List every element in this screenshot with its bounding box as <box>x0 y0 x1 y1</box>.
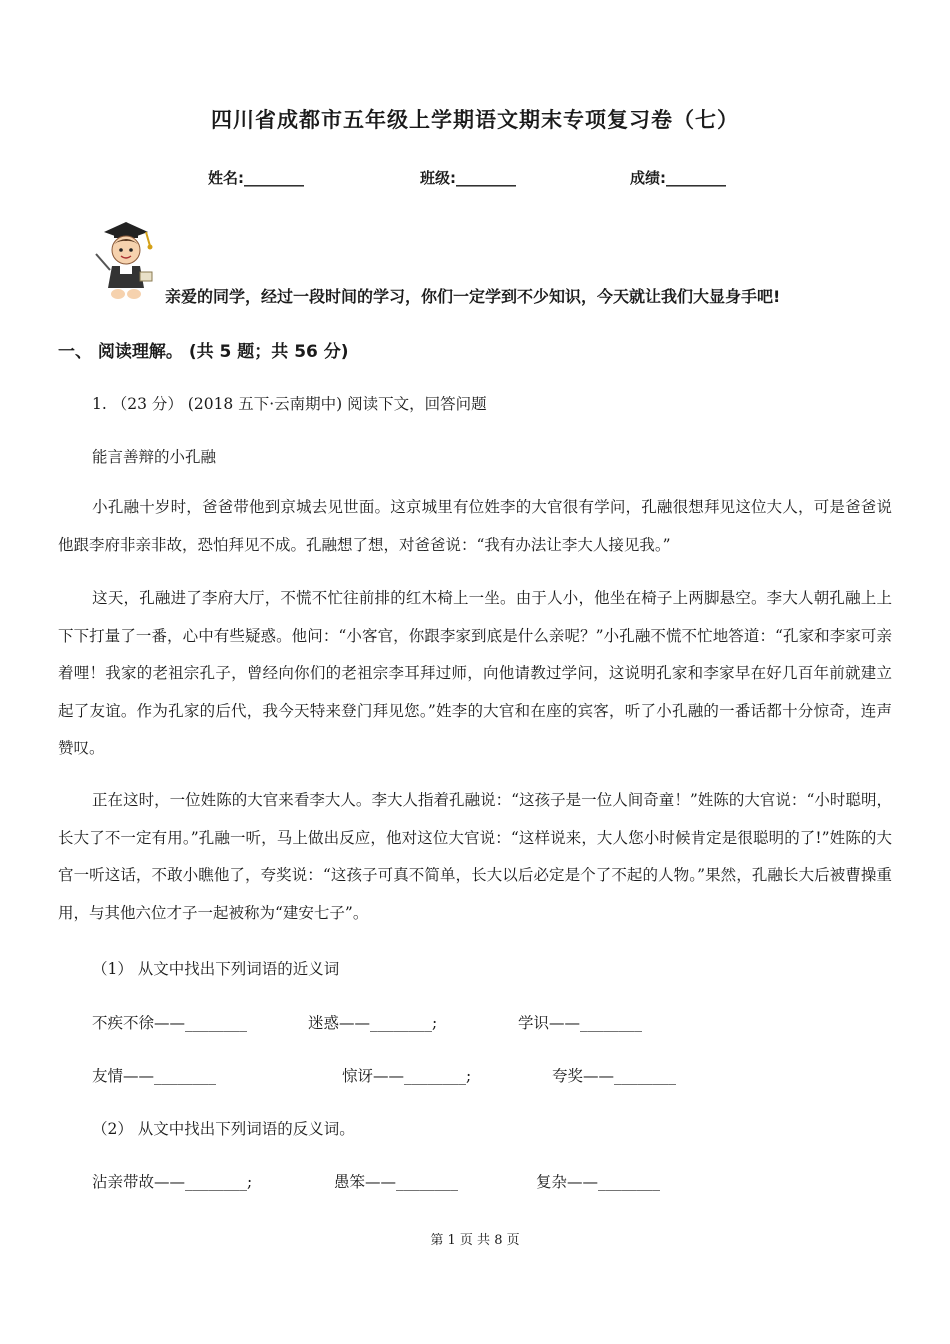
question-header: 1. （23 分） (2018 五下·云南期中) 阅读下文，回答问题 <box>92 395 487 413</box>
passage-paragraph-1: 小孔融十岁时，爸爸带他到京城去见世面。这京城里有位姓李的大官很有学问，孔融很想拜见这位大人，可是爸爸说他跟李府非亲非故，恐怕拜见不成。孔融想了想，对爸爸说：“我有办法让李大人接见我。” <box>58 498 892 554</box>
page-footer: 第 1 页 共 8 页 <box>430 1233 520 1248</box>
synonym-item: 夸奖——________ <box>552 1067 677 1085</box>
score-field: 成绩:________ <box>630 169 726 187</box>
synonym-item: 惊讶——________; <box>342 1067 472 1085</box>
synonym-item: 友情——________ <box>92 1067 217 1085</box>
synonym-item: 学识——________ <box>518 1014 643 1032</box>
subquestion-1-label: （1） 从文中找出下列词语的近义词 <box>92 960 340 978</box>
passage-paragraph-3: 正在这时，一位姓陈的大官来看李大人。李大人指着孔融说：“这孩子是一位人间奇童！”姓陈的大官说：“小时聪明，长大了不一定有用。”孔融一听，马上做出反应，他对这位大官说：“这样说来，大人您小时候肯定是很聪明的了!”姓陈的大官一听这话，不敢小瞧他了，夸奖说：“这孩子可真不简单，长大以后必定是个了不起的人物。”果然，孔融长大后被曹操重用，与其他六位才子一起被称为“建安七子”。 <box>58 791 892 922</box>
section-heading: 一、 阅读理解。 (共 5 题；共 56 分) <box>58 342 349 362</box>
subquestion-2-label: （2） 从文中找出下列词语的反义词。 <box>92 1120 355 1138</box>
passage-paragraph-2: 这天，孔融进了李府大厅，不慌不忙往前排的红木椅上一坐。由于人小，他坐在椅子上两脚悬空。李大人朝孔融上上下下打量了一番，心中有些疑惑。他问：“小客官，你跟李家到底是什么亲呢？”小孔融不慌不忙地答道：“孔家和李家可亲着哩！我家的老祖宗孔子，曾经向你们的老祖宗李耳拜过师，向他请教过学问，这说明孔家和李家早在好几百年前就建立起了友谊。作为孔家的后代，我今天特来登门拜见您。”姓李的大官和在座的宾客，听了小孔融的一番话都十分惊奇，连声赞叹。 <box>58 589 892 757</box>
synonym-item: 迷惑——________; <box>308 1014 438 1032</box>
antonym-item: 复杂——________ <box>536 1173 661 1191</box>
page-title: 四川省成都市五年级上学期语文期末专项复习卷（七） <box>211 108 739 132</box>
synonym-item: 不疾不徐——________ <box>92 1014 248 1032</box>
antonym-item: 沾亲带故——________; <box>92 1173 253 1191</box>
passage-title: 能言善辩的小孔融 <box>92 448 217 466</box>
antonym-item: 愚笨——________ <box>334 1173 459 1191</box>
greeting-text: 亲爱的同学，经过一段时间的学习，你们一定学到不少知识，今天就让我们大显身手吧! <box>165 287 781 306</box>
student-mascot-icon <box>90 218 162 302</box>
name-field: 姓名:________ <box>208 169 304 187</box>
class-field: 班级:________ <box>420 169 516 187</box>
